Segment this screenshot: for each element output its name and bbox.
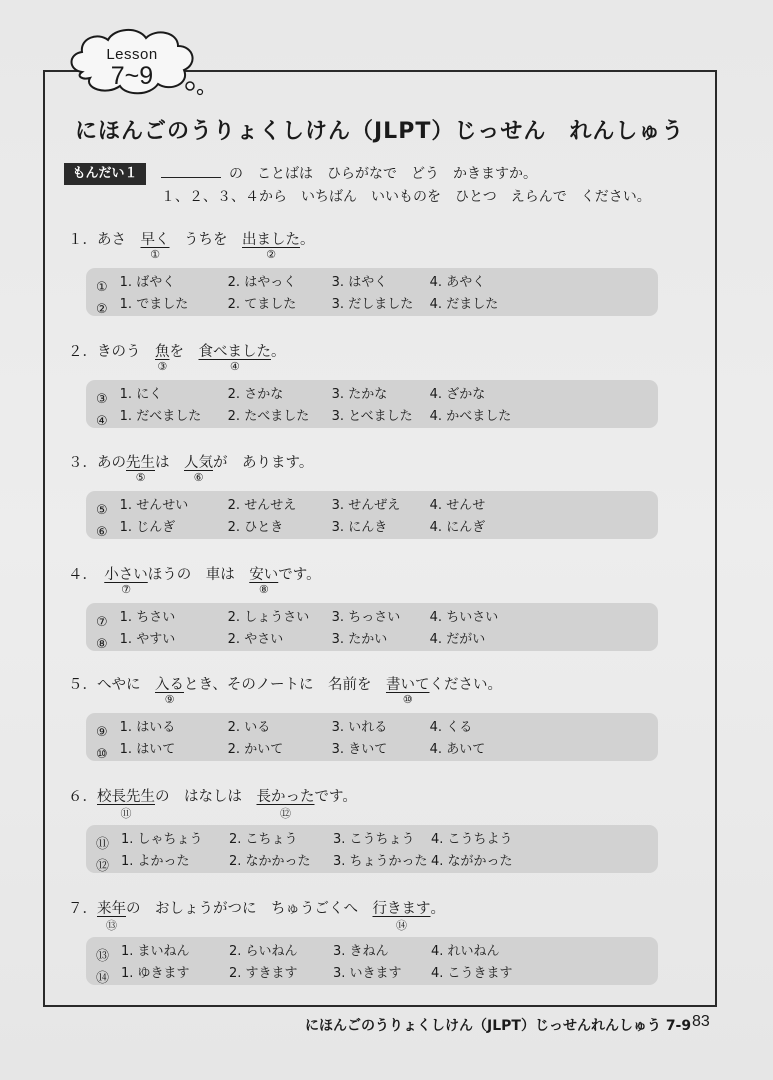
item-number-mark: ⑪ [120, 807, 132, 820]
item-number-mark: ⑦ [121, 583, 131, 596]
answer-option[interactable]: 1. ばやく [119, 275, 176, 290]
question-text: です。 [314, 789, 357, 805]
underlined-word: 安い ⑧ [249, 567, 279, 596]
answer-option[interactable]: 1. ゆきます [121, 966, 190, 981]
answer-option[interactable]: 4. にんぎ [429, 520, 486, 535]
mondai-badge: もんだい１ [64, 163, 146, 185]
lesson-label: Lesson [106, 46, 158, 63]
page-title: にほんごのうりょくしけん（JLPT）じっせん れんしゅう [75, 119, 685, 144]
item-number-mark: ⑨ [164, 693, 175, 706]
answer-option[interactable]: 2. やさい [227, 632, 284, 647]
answer-option[interactable]: 3. きいて [331, 742, 388, 757]
answer-option[interactable]: 2. すきます [229, 966, 298, 981]
question-text: ５．へやに [68, 677, 155, 693]
answer-option[interactable]: 1. じんぎ [119, 520, 176, 535]
answer-option[interactable]: 1. せんせい [119, 498, 189, 513]
underlined-word: 先生 ⑤ [126, 455, 155, 484]
question-7 [68, 897, 445, 937]
underlined-word: 行きます ⑭ [372, 901, 431, 932]
option-row [96, 405, 640, 427]
question-text: とき、そのノートに 名前を [184, 677, 386, 693]
answer-option[interactable]: 3. ちょうかった [333, 854, 428, 869]
answer-option[interactable]: 4. くる [429, 720, 473, 735]
question-4 [68, 563, 321, 603]
underlined-word: 来年 ⑬ [97, 901, 126, 932]
answer-option[interactable]: 2. はやっく [227, 275, 297, 290]
answer-option[interactable]: 1. はいる [119, 720, 176, 735]
item-number: ⑭ [96, 971, 110, 986]
page-number: 83 [692, 1013, 710, 1030]
answer-option[interactable]: 2. かいて [227, 742, 284, 757]
answer-option[interactable]: 2. たべました [227, 409, 310, 424]
footer-title: にほんごのうりょくしけん（JLPT）じっせんれんしゅう 7-9 [305, 1018, 692, 1034]
underlined-word: 人気 ⑥ [184, 455, 213, 484]
underlined-word: 書いて ⑩ [385, 677, 430, 706]
underlined-word: 出ました ② [242, 232, 300, 261]
instruction-text-1: の ことばは ひらがなで どう かきますか。 [229, 166, 537, 182]
lesson-number: 7~9 [110, 62, 154, 90]
answer-option[interactable]: 3. ちっさい [331, 610, 401, 625]
question-1 [68, 228, 315, 268]
answer-option[interactable]: 1. でました [119, 297, 189, 312]
option-row [96, 628, 640, 650]
question-text: ４． [68, 567, 105, 583]
item-number: ⑦ [96, 615, 108, 630]
option-row [96, 716, 640, 738]
question-text: ほうの 車は [147, 567, 250, 583]
options-box [86, 825, 658, 873]
option-row [96, 494, 640, 516]
blank-line [161, 177, 221, 178]
item-number: ③ [96, 392, 108, 407]
answer-option[interactable]: 2. さかな [227, 387, 284, 402]
underlined-word: 魚 ③ [155, 344, 170, 373]
question-5 [68, 673, 502, 713]
question-text: を [169, 344, 199, 360]
answer-option[interactable]: 2. いる [227, 720, 271, 735]
question-text: ２．きのう [68, 344, 155, 360]
answer-option[interactable]: 4. こうきます [431, 966, 513, 981]
item-number-mark: ② [266, 248, 276, 261]
answer-option[interactable]: 1. まいねん [121, 944, 190, 959]
underlined-word: 入る ⑨ [155, 677, 184, 706]
option-row [96, 383, 640, 405]
answer-option[interactable]: 3. とべました [331, 409, 413, 424]
answer-option[interactable]: 3. こうちょう [333, 832, 415, 847]
answer-option[interactable]: 2. せんせえ [227, 498, 297, 513]
lesson-cloud [62, 24, 202, 104]
item-number-mark: ① [150, 248, 160, 261]
answer-option[interactable]: 1. はいて [119, 742, 176, 757]
answer-option[interactable]: 1. やすい [119, 632, 176, 647]
item-number: ⑫ [96, 859, 110, 874]
question-text: 。 [271, 344, 286, 360]
answer-option[interactable]: 1. だべました [119, 409, 202, 424]
answer-option[interactable]: 3. たかい [331, 632, 388, 647]
options-box [86, 603, 658, 651]
answer-option[interactable]: 4. ながかった [431, 854, 513, 869]
answer-option[interactable]: 2. らいねん [229, 944, 298, 959]
item-number: ⑪ [96, 837, 110, 852]
instruction-line-2: １、２、３、４から いちばん いいものを ひとつ えらんで ください。 [161, 189, 651, 205]
item-number-mark: ⑬ [106, 919, 117, 932]
option-row [96, 962, 641, 984]
answer-option[interactable]: 4. あやく [429, 275, 486, 290]
option-row [96, 940, 641, 962]
option-row [96, 516, 640, 538]
question-text: ７． [68, 901, 97, 917]
options-box [86, 491, 658, 539]
answer-option[interactable]: 2. こちょう [229, 832, 298, 847]
answer-option[interactable]: 3. にんき [331, 520, 388, 535]
answer-option[interactable]: 1. よかった [121, 854, 190, 869]
question-text: ください。 [429, 677, 502, 693]
item-number-mark: ③ [157, 360, 168, 373]
answer-option[interactable]: 4. あいて [429, 742, 486, 757]
question-text: が あります。 [213, 455, 314, 471]
underlined-word: 早く ① [140, 232, 170, 261]
instruction-line-1 [161, 163, 537, 183]
underlined-word: 食べました ④ [198, 344, 271, 373]
answer-option[interactable]: 2. しょうさい [227, 610, 310, 625]
option-row [96, 828, 641, 850]
question-text: です。 [278, 567, 321, 583]
item-number-mark: ⑭ [396, 919, 407, 932]
option-row [96, 850, 641, 872]
question-text: の おしょうがつに ちゅうごくへ [126, 901, 373, 917]
item-number-mark: ⑫ [280, 807, 291, 820]
item-number: ⑧ [96, 637, 108, 652]
answer-option[interactable]: 4. せんせ [429, 498, 486, 513]
question-text: 。 [300, 232, 315, 248]
item-number: ⑩ [96, 747, 108, 762]
option-row [96, 293, 640, 315]
item-number: ④ [96, 414, 108, 429]
options-box [86, 380, 658, 428]
answer-option[interactable]: 3. たかな [331, 387, 388, 402]
question-text: は [155, 455, 184, 471]
answer-option[interactable]: 2. なかかった [229, 854, 311, 869]
question-text: うちを [169, 232, 242, 248]
answer-option[interactable]: 4. だがい [429, 632, 486, 647]
answer-option[interactable]: 3. いきます [333, 966, 402, 981]
item-number-mark: ④ [229, 360, 240, 373]
answer-option[interactable]: 3. だしました [331, 297, 414, 312]
item-number-mark: ⑧ [258, 583, 269, 596]
answer-option[interactable]: 2. てました [227, 297, 297, 312]
answer-option[interactable]: 4. かべました [429, 409, 512, 424]
options-box [86, 268, 658, 316]
option-row [96, 271, 640, 293]
item-number: ① [96, 280, 108, 295]
item-number-mark: ⑥ [193, 471, 204, 484]
item-number-mark: ⑩ [402, 693, 413, 706]
question-text: ６． [68, 789, 97, 805]
question-text: １．あさ [68, 232, 141, 248]
answer-option[interactable]: 4. ちいさい [429, 610, 499, 625]
answer-option[interactable]: 4. こうちよう [431, 832, 513, 847]
item-number: ⑬ [96, 949, 110, 964]
item-number: ⑤ [96, 503, 108, 518]
answer-option[interactable]: 1. ちさい [119, 610, 176, 625]
answer-option[interactable]: 3. きねん [333, 944, 389, 959]
answer-option[interactable]: 4. だました [429, 297, 499, 312]
options-box [86, 937, 658, 985]
item-number: ⑥ [96, 525, 108, 540]
underlined-word: 長かった ⑫ [256, 789, 315, 820]
question-text: ３．あの [68, 455, 126, 471]
question-3 [68, 451, 313, 491]
answer-option[interactable]: 3. せんぜえ [331, 498, 401, 513]
options-box [86, 713, 658, 761]
answer-option[interactable]: 1. しゃちょう [121, 832, 203, 847]
answer-option[interactable]: 1. にく [119, 387, 163, 402]
option-row [96, 606, 640, 628]
underlined-word: 校長先生 ⑪ [97, 789, 155, 820]
question-6 [68, 785, 357, 825]
question-2 [68, 340, 286, 380]
question-text: の はなしは [155, 789, 257, 805]
answer-option[interactable]: 4. ざかな [429, 387, 486, 402]
answer-option[interactable]: 4. れいねん [431, 944, 500, 959]
item-number: ② [96, 302, 108, 317]
question-text: 。 [430, 901, 445, 917]
underlined-word: 小さい ⑦ [104, 567, 148, 596]
answer-option[interactable]: 2. ひとき [227, 520, 284, 535]
answer-option[interactable]: 3. はやく [331, 275, 388, 290]
option-row [96, 738, 640, 760]
item-number: ⑨ [96, 725, 108, 740]
item-number-mark: ⑤ [135, 471, 146, 484]
answer-option[interactable]: 3. いれる [331, 720, 388, 735]
